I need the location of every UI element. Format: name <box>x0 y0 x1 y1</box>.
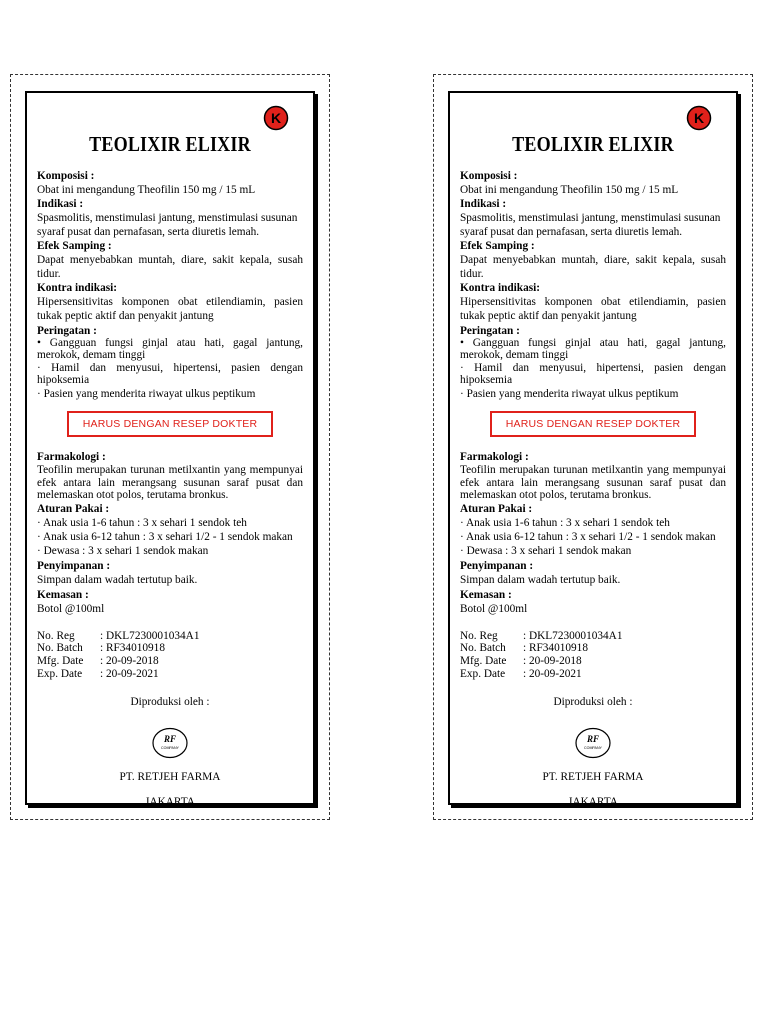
peringatan-heading: Peringatan : <box>460 325 520 337</box>
company-city: JAKARTA <box>145 796 195 809</box>
indikasi-text: Spasmolitis, menstimulasi jantung, menstimulasi susunan syaraf pusat dan pernafasan, serta diuretis lemah. <box>37 212 298 238</box>
cut-line-frame-right <box>433 74 753 820</box>
efek-samping-text: Dapat menyebabkan muntah, diare, sakit kepala, susah tidur. <box>37 254 303 280</box>
aturan-pakai-item: · Anak usia 1-6 tahun : 3 x sehari 1 sendok teh <box>37 516 247 529</box>
penyimpanan-heading: Penyimpanan : <box>460 559 534 572</box>
registration-label: No. Batch <box>460 642 506 655</box>
kontra-indikasi-heading: Kontra indikasi: <box>37 282 118 294</box>
indikasi-heading: Indikasi : <box>37 198 84 210</box>
company-logo-icon <box>151 727 189 759</box>
komposisi-text: Obat ini mengandung Theofilin 150 mg / 15 mL <box>460 184 679 196</box>
company-city: JAKARTA <box>568 796 618 809</box>
product-title: TEOLIXIR ELIXIR <box>89 132 251 156</box>
registration-row <box>460 630 726 643</box>
registration-value: : 20-09-2021 <box>100 667 159 680</box>
kontra-indikasi-heading: Kontra indikasi: <box>460 282 541 294</box>
registration-label: Exp. Date <box>460 667 506 680</box>
aturan-pakai-item: · Anak usia 6-12 tahun : 3 x sehari 1/2 - 1 sendok makan <box>37 530 293 543</box>
registration-row <box>37 642 303 655</box>
registration-value: : 20-09-2018 <box>523 655 582 668</box>
registration-value: : DKL7230001034A1 <box>523 629 623 642</box>
efek-samping-text: Dapat menyebabkan muntah, diare, sakit kepala, susah tidur. <box>460 254 726 280</box>
peringatan-heading: Peringatan : <box>37 325 97 337</box>
registration-label: No. Reg <box>460 629 498 642</box>
farmakologi-heading: Farmakologi : <box>460 451 529 463</box>
aturan-pakai-item: · Dewasa : 3 x sehari 1 sendok makan <box>460 544 632 557</box>
registration-row <box>37 668 303 681</box>
registration-row <box>37 630 303 643</box>
aturan-pakai-item: · Anak usia 6-12 tahun : 3 x sehari 1/2 - 1 sendok makan <box>460 530 716 543</box>
prescription-warning-box: HARUS DENGAN RESEP DOKTER <box>490 411 696 437</box>
farmakologi-text: Teofilin merupakan turunan metilxantin yang mempunyai efek antara lain merangsang susunan saraf pusat dan melemaskan otot polos, terutama bronkus. <box>460 464 726 501</box>
aturan-pakai-item: · Anak usia 1-6 tahun : 3 x sehari 1 sendok teh <box>460 516 670 529</box>
farmakologi-heading: Farmakologi : <box>37 451 106 463</box>
peringatan-item: • Gangguan fungsi ginjal atau hati, gagal jantung, merokok, demam tinggi <box>460 337 726 361</box>
registration-label: Mfg. Date <box>37 655 84 668</box>
k-mark-icon <box>263 105 289 131</box>
komposisi-heading: Komposisi : <box>460 170 518 182</box>
komposisi-heading: Komposisi : <box>37 170 95 182</box>
aturan-pakai-item: · Dewasa : 3 x sehari 1 sendok makan <box>37 544 209 557</box>
registration-label: No. Batch <box>37 642 83 655</box>
registration-table <box>460 630 726 681</box>
registration-row <box>460 642 726 655</box>
produced-by: Diproduksi oleh : <box>553 695 633 708</box>
k-mark-letter: K <box>693 110 705 126</box>
registration-table <box>37 630 303 681</box>
registration-row <box>37 655 303 668</box>
prescription-warning-box: HARUS DENGAN RESEP DOKTER <box>67 411 273 437</box>
aturan-pakai-heading: Aturan Pakai : <box>460 502 533 515</box>
product-title: TEOLIXIR ELIXIR <box>512 132 674 156</box>
registration-value: : RF34010918 <box>100 642 165 655</box>
registration-row <box>460 668 726 681</box>
registration-label: Mfg. Date <box>460 655 507 668</box>
medicine-label <box>25 91 315 809</box>
peringatan-item: · Pasien yang menderita riwayat ulkus peptikum <box>37 388 256 400</box>
kemasan-text: Botol @100ml <box>460 602 528 615</box>
company-logo-text: RF <box>586 733 600 744</box>
company-logo-icon <box>574 727 612 759</box>
peringatan-item: · Hamil dan menyusui, hipertensi, pasien dengan hipoksemia <box>460 362 726 386</box>
company-name: PT. RETJEH FARMA <box>119 770 221 783</box>
registration-value: : 20-09-2021 <box>523 667 582 680</box>
kontra-indikasi-text: Hipersensitivitas komponen obat etilendiamin, pasien tukak peptic aktif dan penyakit jantung <box>37 296 303 322</box>
registration-value: : DKL7230001034A1 <box>100 629 200 642</box>
farmakologi-text: Teofilin merupakan turunan metilxantin yang mempunyai efek antara lain merangsang susunan saraf pusat dan melemaskan otot polos, terutama bronkus. <box>37 464 303 501</box>
company-logo-text: RF <box>163 733 177 744</box>
produced-by: Diproduksi oleh : <box>130 695 210 708</box>
aturan-pakai-heading: Aturan Pakai : <box>37 502 110 515</box>
registration-label: Exp. Date <box>37 667 83 680</box>
komposisi-text: Obat ini mengandung Theofilin 150 mg / 15 mL <box>37 184 256 196</box>
company-name: PT. RETJEH FARMA <box>542 770 644 783</box>
k-mark-letter: K <box>270 110 282 126</box>
efek-samping-heading: Efek Samping : <box>460 240 535 252</box>
registration-label: No. Reg <box>37 629 75 642</box>
cut-line-frame-left <box>10 74 330 820</box>
efek-samping-heading: Efek Samping : <box>37 240 112 252</box>
k-mark-icon <box>686 105 712 131</box>
penyimpanan-text: Simpan dalam wadah tertutup baik. <box>460 573 621 586</box>
company-logo-subtext: COMPANY <box>584 745 602 750</box>
label-content <box>460 169 726 809</box>
kemasan-text: Botol @100ml <box>37 602 105 615</box>
kemasan-heading: Kemasan : <box>460 588 512 601</box>
company-logo-subtext: COMPANY <box>161 745 179 750</box>
indikasi-text: Spasmolitis, menstimulasi jantung, menstimulasi susunan syaraf pusat dan pernafasan, serta diuretis lemah. <box>460 212 721 238</box>
medicine-label <box>448 91 738 809</box>
penyimpanan-text: Simpan dalam wadah tertutup baik. <box>37 573 198 586</box>
peringatan-item: · Pasien yang menderita riwayat ulkus peptikum <box>460 388 679 400</box>
kontra-indikasi-text: Hipersensitivitas komponen obat etilendiamin, pasien tukak peptic aktif dan penyakit jantung <box>460 296 726 322</box>
registration-value: : 20-09-2018 <box>100 655 159 668</box>
peringatan-item: · Hamil dan menyusui, hipertensi, pasien dengan hipoksemia <box>37 362 303 386</box>
label-content <box>37 169 303 809</box>
registration-value: : RF34010918 <box>523 642 588 655</box>
peringatan-item: • Gangguan fungsi ginjal atau hati, gagal jantung, merokok, demam tinggi <box>37 337 303 361</box>
penyimpanan-heading: Penyimpanan : <box>37 559 111 572</box>
kemasan-heading: Kemasan : <box>37 588 89 601</box>
indikasi-heading: Indikasi : <box>460 198 507 210</box>
registration-row <box>460 655 726 668</box>
